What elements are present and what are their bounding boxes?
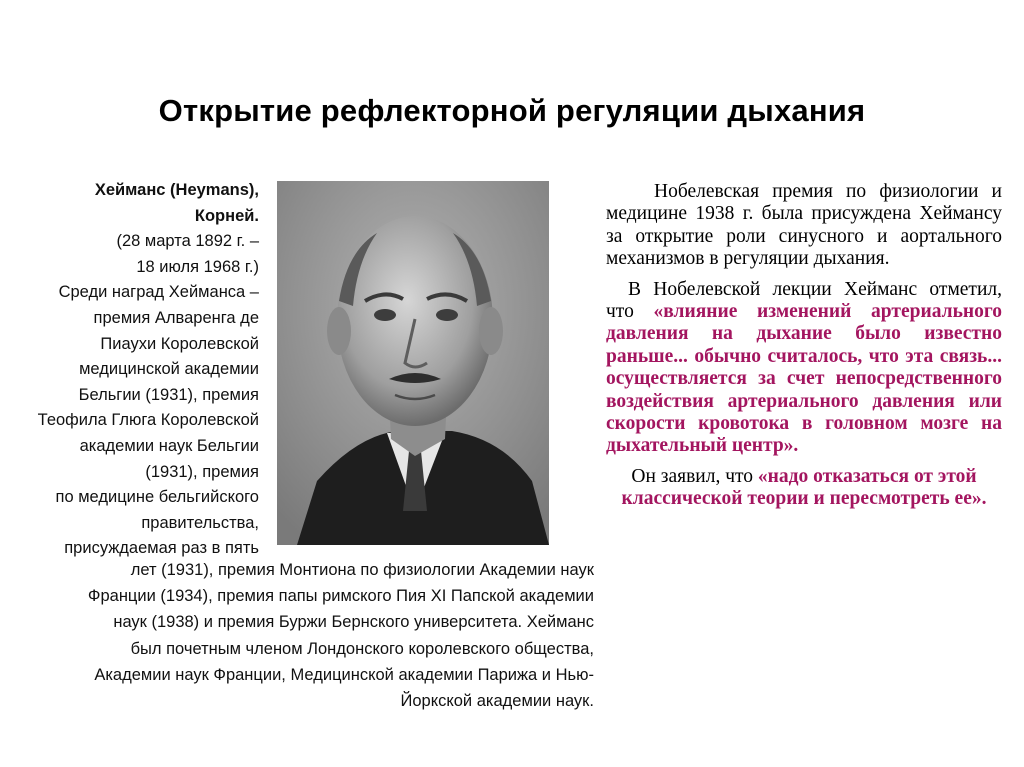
- caption-given-name: Корней.: [194, 206, 259, 225]
- slide-title: Открытие рефлекторной регуляции дыхания: [158, 93, 866, 128]
- lecture-intro: В Нобелевской лекции Хейманс отметил, что: [606, 278, 1002, 323]
- caption-name: Хейманс (Heymans),: [94, 181, 259, 199]
- caption-line: (28 марта 1892 г. –: [116, 232, 259, 251]
- caption-line: Академии наук Франции, Медицинской академии Парижа и Нью-: [94, 665, 594, 684]
- lecture-quote: «влияние изменений артериального давления на дыхание было известно раньше... обычно считалось, что эта связь... осуществляется за счет непосредственного воздействия артериального давления или скорости кровотока в головном мозге на дыхательный центр».: [606, 301, 1002, 457]
- eye-left: [374, 309, 396, 321]
- caption-line: Теофила Глюга Королевской: [37, 411, 259, 430]
- portrait-illustration: [277, 181, 549, 545]
- paragraph-nobel-prize: Нобелевская премия по физиологии и медицине 1938 г. была присуждена Хеймансу за открытие роли синусного и аортального механизмов в регуляции дыхания.: [606, 181, 1002, 270]
- caption-line: 18 июля 1968 г.): [136, 257, 259, 276]
- caption-line: был почетным членом Лондонского королевского общества,: [130, 639, 594, 658]
- caption-line: лет (1931), премия Монтиона по физиологии Академии наук: [130, 561, 594, 579]
- caption-line: Среди наград Хейманса –: [58, 283, 259, 302]
- caption-line: медицинской академии: [79, 360, 259, 379]
- eye-right: [436, 309, 458, 321]
- caption-line: Йоркской академии наук.: [400, 692, 594, 711]
- caption-line: правительства,: [141, 513, 259, 532]
- portrait-caption-continued: [4, 557, 594, 714]
- caption-line: Франции (1934), премия папы римского Пия XI Папской академии: [87, 587, 594, 606]
- caption-line: (1931), премия: [145, 462, 259, 481]
- ear-right: [479, 307, 503, 355]
- statement-intro: Он заявил, что: [631, 465, 758, 487]
- ear-left: [327, 307, 351, 355]
- caption-line: академии наук Бельгии: [79, 436, 259, 455]
- caption-line: присуждаемая раз в пять: [64, 539, 259, 558]
- caption-line: Бельгии (1931), премия: [78, 385, 259, 404]
- caption-line: по медицине бельгийского: [55, 488, 259, 507]
- caption-line: Пиаухи Королевской: [100, 334, 259, 353]
- paragraph-statement: [606, 466, 1002, 511]
- portrait-caption: [14, 178, 259, 562]
- statement-quote: «надо отказаться от этой классической теории и пересмотреть ее».: [621, 465, 987, 510]
- portrait-photo: [277, 181, 549, 545]
- right-text-block: [606, 181, 1002, 519]
- caption-line: премия Алваренга де: [93, 308, 259, 327]
- paragraph-nobel-lecture: [606, 279, 1002, 458]
- caption-line: наук (1938) и премия Буржи Бернского университета. Хейманс: [113, 613, 594, 632]
